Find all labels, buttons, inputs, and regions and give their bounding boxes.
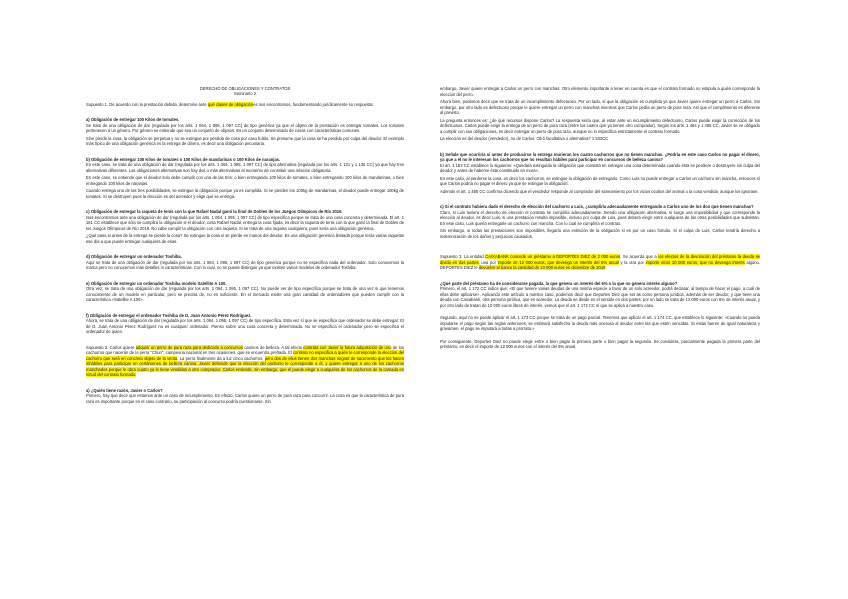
section-a-paragraph: Se trata de una obligación de dar (regulada por los arts. 1 064, 1 095, 1 097 CC) de tipo genérica ya que el objeto de la prestación es entregar tomates. Los tomates pertenecen a un género. Por género se entiende que sea un conjunto de objetos. Es un conjunto determinado de cosas con características comunes. — [86, 122, 404, 134]
paragraph: Por consiguiente, Deportes Diez no puede elegir entre o bien pagar la primera parte o bien pagar la segunda. Se considera, parcialmente pagada la primera parte del préstamo, es decir el importe de 12 000 euros con el interés del 6% anual. — [440, 338, 760, 349]
highlight: contrato no especifica a quién le corresponde la elección del cachorro que será en concreto objeto de la venta — [86, 350, 404, 361]
section-a-heading: a) Obligación de entregar 100 Kilos de tomates. — [86, 117, 180, 123]
highlight: adquirir un perro de pura raza para dedicarlo a concursos — [135, 344, 243, 350]
section-e-paragraph: Otra vez, se trata de una obligación de dar (regulada por los arts. 1 064, 1 095, 1 097 CC). No puede ver de tipo específica porque se trata de una vez si que tenemos conocimiento de un modelo en particular, pero se precisa de, no es suficiente. En el mercado existe una gran cantidad de ordenadores que pueden cumplir con la característica «Satellite A 100». — [86, 286, 404, 303]
highlight: CAIXABANK concede un préstamo a DEPORTES DIEZ de 2 000 euros — [485, 254, 621, 259]
document-subtitle: Seminario 2 — [233, 91, 257, 97]
paragraph: Además el art. 1 485 CC confirma diciendo que el vendedor responde al comprador del saneamiento por los vicios ocultos del animal o la cosa vendida, aunque los ignorase. — [440, 188, 759, 194]
supuesto-2-paragraph: Supuesto 2. Carlos quiere adquirir un perro de pura raza para dedicarlo a concursos caninos de belleza. A tal efecto contrata con Javier la futura adquisición de uno de los cachorros que nacerán de la perra "Churi", campeona nacional en tres ocasiones, que se encuentra preñada. El contrato no especifica a quién le corresponde la elección del cachorro que será en concreto objeto de la venta. La perra finalmente da a luz cinco cachorros, pero dos de ellos tienen dos manchas negras de nacimiento que los hacen inhábiles para participar en certámenes de belleza canina. Javier defiende que la elección del cachorro le corresponde a él, y quiere entregar a uno de los cachorros manchados porque le obra cuatro ya le tiene vendidos a otro comprador. Carlos entiende, sin embargo, que él puede elegir a cualquiera de los cachorros de la camada en virtud del contrato formado. — [86, 344, 405, 378]
paragraph: La elección es del deudor (vendedor), no de Carlos. Ob li facultativa o alternativa? 1 532CC — [440, 136, 609, 141]
question-c-heading: c) Si el contrato hubiera dado el derecho de elección del cachorro a Luis, ¿cumpliría adecuadamente entregando a Carlos uno de los dos que tienen manchas? — [440, 204, 754, 209]
question-b-heading: b) Señale que ocurriría si antes de producirse la entrega murieran los cuatro cachorros que no tienen manchas. ¿Podría en este caso Carlos no pagar el dinero, ya que a él no le interesan los cachorros que no resultan hábiles para participar en concursos de belleza canina? — [440, 151, 760, 162]
paragraph: embargo, Javier quiere entregar a Carlos un perro con manchas. Otro elemento importante a tener en cuenta es que el contrato formado no estipula a quién corresponde la elección del perro. — [440, 86, 760, 97]
highlight: devuelve al banco la cantidad de 10 000 euros en diciembre de 2019 — [478, 265, 606, 270]
paragraph: Segundo, aquí no se puede aplicar el art. 1 173 CC porque se trata de un pago parcial. Tenemos que aplicar el art. 1 174 CC, que establece lo siguiente: «Cuando no pueda imputarse el pago según las reglas anteriores, se estimará satisfecha la deuda más onerosa al deudor entre las que estén vencidas. Si éstas fueren de igual naturaleza y gravamen, el pago se imputará a todas a prorrata.» — [440, 315, 760, 331]
section-c-paragraph: Nos encontramos ante una obligación de dar (regulada por los arts. 1 064, 1 095, 1 097 CC) de tipo específica porque se trata de una cosa concreta y determinada. El art. 1 161 CC establece que sólo se cumplirá la obligación si el deudor, cosa Rafael Nadal, entrega la cosa fijada, es decir la raqueta de tenis con la que ganó la final de Dobles de los Juegos Olímpicos de Río 2016. No cabe cumplir la obligación con otra raqueta. Si se trata de una raqueta cualquiera, pues sería una obligación genérica. — [86, 214, 404, 231]
highlight: pero dos de ellos tienen dos manchas negras de nacimiento que los hacen inhábiles para participar en certámenes de belleza canina. Javier defiende que la elección del cachorro le corresponde a él, y quiere entregar a uno de los cachorros manchados porque le obra cuatro ya le tiene vendidos a otro comprador. Carlos entiende, sin embargo, que él puede elegir a cualquiera de los cachorros de la camada en virtud del contrato formado. — [86, 355, 405, 378]
paragraph: Ahora bien, podemos decir que se trata de un incumplimiento defectuoso. Por un lado, sí que la obligación es cumplida ya que Javier quiere entregar un perro a Carlos. Sin embargo, por otro lado es defectuoso porque le quiere entregar un perro con manchas mientras que Carlos pedía un perro de pura raza. Así que el cumplimiento es diferente al previsto. — [440, 99, 760, 115]
left-column — [86, 86, 404, 406]
section-c-heading: c) Obligación de entregar la raqueta de tenis con la que Rafael Nadal ganó la final de Dobles de los Juegos Olímpicos de Río 2016. — [86, 209, 343, 215]
paragraph: Sin embargo, si todas las prestaciones son imposibles, llegaría una extinción de la obligación si es por un caso fortuito. Si el culpa de Luis, Carlos tendría derecho a indemnización de los daños y perjuicios causados. — [440, 228, 760, 239]
section-b-paragraph: En este caso, se entiende que el deudor solo debe cumplir con una de las tres: o bien entregando 100 kilos de tomates, o bien entregando 100 kilos de mandarinas, o bien entregando 100 kilos de naranjas. — [86, 175, 404, 186]
section-f-heading: f) Obligación de entregar el ordenador Toshiba de D. Juan Antonio Pérez Rodríguez. — [86, 312, 252, 318]
supuesto-3-paragraph: Supuesto 3. La entidad CAIXABANK concede un préstamo a DEPORTES DIEZ de 2 000 euros. Se acuerda que a los efectos de la devolución del préstamo la deuda se divida en dos partes, una por importe de 12 000 euros, que devenga un interés del 6% anual y la otra por importe otros 10 000 euros, que no devenga interés alguno. DEPORTES DIEZ le devuelve al banco la cantidad de 10 000 euros en diciembre de 2019. — [440, 254, 760, 270]
document-title: DERECHO DE OBLIGACIONES Y CONTRATOS — [199, 86, 291, 91]
highlight: importe otros 10 000 euros, que no devenga interés — [645, 259, 745, 265]
section-d-heading: d) Obligación de entregar un ordenador Toshiba. — [86, 254, 182, 260]
highlight: contrata con Javier la futura adquisición de uno — [303, 344, 392, 350]
highlight: importe de 12 000 euros, que devenga un interés del 6% anual — [497, 259, 619, 265]
section-f-paragraph: Ahora, se trata de una obligación de dar (regulada por los arts. 1 064, 1 095, 1 097 CC) de tipo específica. Esta vez sí que se especifica que ordenador se debe entregar: El de D. Juan Antonio Pérez Rodríguez no es cualquier ordenador. Pienso sobre una cosa concreta y determinada. No se especifica el ordenador pero se especifica el ordenador de quien. — [86, 318, 404, 335]
question-a-heading: a) ¿Quién tiene razón, Javier o Carlos? — [86, 387, 163, 393]
section-b-paragraph: Cuando entrega una de las tres posibilidades, se extingue la obligación porque ya es cumplida. Si se pierden los 100kg de mandarinas, el deudor puede entregar 100kg de tomates. Si se destruyen pues la elección es del acreedor y elige qué se entrega. — [86, 188, 404, 199]
section-a-paragraph: Sine pierde la cosa, la obligación se perpetua y no se extingue por pérdida de cosa por caso fuítito. Se presume que la cosa se ha perdido por culpa del deudor. El exemplo más típico de una obligación genérica es la entrega de dinero, es decir una obligación pecuniaria. — [86, 135, 404, 147]
supuesto-1-intro: Supuesto 1. De acuerdo con la prestación debida, determine ante qué clases de obligaciónes nos encontramos, fundamentando jurídicamente su respuesta: — [86, 101, 374, 107]
question-a-paragraph: Primero, hay que decir que estamos ante un caso de incumplimiento. En efecto, Carlos quiere un perro de pura raza para concurrir. La cosa es que la característica de pura raza es importante porque en el caso contrario, su participación al concurso podría cuestionarse. Sin — [86, 393, 404, 404]
paragraph: La pregunta entonces es: ¿de qué recursos dispone Carlos? La respuesta sería que, al estar ante un incumplimiento defectuoso, Carlos puede exigir la corrección de los defectuosos. Carlos puede exigir la entrega de un perro de pura raza (entre los cuatro que ya tienen otro comprador). Según los arts. 1 484 y 1 485 CC, Javier se ve obligado a cumplir con sus obligaciones, es decir entregar un perro de pura raza, aunque no lo especifica estrictamente el contrato formado. — [440, 117, 760, 134]
highlight: los efectos de la devolución del préstamo la deuda se divida en dos partes — [440, 254, 760, 265]
right-page — [424, 0, 848, 599]
paragraph: Primero, el art. 1 172 CC indica que: «El que tuviere varias deudas de una misma especie a favor de un solo acreedor, podrá declarar, al tiempo de hacer el pago, a cuál de ellas debe aplicarse». Aplicando este artículo a nuestro caso, podemos decir que Deportes Diez que set as como persona jurídica, además de ser deudor, y que tiene una deuda con Caixabank, otra persona jurídica, que es acreedor. La deuda se divide en el sentido en dos partes: por un lado se trata de 12 000 euros con 6% de interés anual, y por otro lado de tratan de 10 000 euros libres de interés, vemos que el art. 1 172 CC sí que se aplica a nuestro caso. — [440, 286, 760, 308]
question-3-heading: ¿Qué parte del préstamo ha de considerarse pagada, la que genera un interés del 6% o la que no genera interés alguno? — [440, 280, 678, 286]
paragraph: En este caso, al perderse la cosa, es decir los cachorros, se extingue la obligación de entregarlo. Como Luis no puede entregar a Carlos un cachorro sin mancha, entonces sí que Carlos podría no pagar el dinero ya que se extingue la obligación. — [440, 175, 760, 186]
highlight: qué clases de obligación — [207, 101, 254, 107]
paragraph: El art. 1 183 CC establece lo siguiente: «Quedará extinguida la obligación que consista en entregar una cosa determinada cuando ésta se perdiere o destruyere sin culpa del deudor y antes de haberse éste constituido en mora». — [440, 162, 760, 173]
section-c-paragraph: ¿Qué pasa si antes de la entrega se pierde la cosa? Se extingue la cosa si se pierde en manos del deudor. Es una obligación genérica limitada porque tenía varias raquetas ese día a que puede entregar cualquiera de esas. — [86, 233, 404, 244]
paragraph: Claro, si Luis tuviera el derecho de elección el contrato se cumpliría adecuadamente. Siendo una obligación alternativa, si surge una imposibilidad y que corresponde la elección al deudor, es decir Luis, si una prestación resulta imposible, incluso por culpa de Luis, pues deberá elegir entre cualquiera de las otras posibilidades que subsistan. En este caso, Luis quería entregarle un cachorro con mancha. Con lo cual se cumpliría el contrato. — [440, 209, 760, 226]
section-e-heading: e) Obligación de entregar un ordenador Toshiba modelo Satellite A 100. — [86, 280, 227, 286]
right-column — [440, 86, 760, 352]
section-b-paragraph: En este caso, se trata de una obligación de dar (regulada por los arts. 1 064, 1 095, 1 097 CC) de tipo alternativa (regulada por los arts. 1 131 y 1 136 CC) ya que hay tres alternativas diferentes. Las obligaciones alternativas son hay dos o más alternativas al momento de constituir una relación obligatoria. — [86, 162, 404, 173]
section-d-paragraph: Aquí se trata de una obligación de dar (regulada por los arts. 1 064, 1 095, 1 097 CC) de tipo genérica porque no se especifica nada del ordenador. Solo conocemos la marca pero no conocemos más detalles ni características. Con lo cual, no se puede distinguir ya que existen varios modelos de ordenador Toshiba. — [86, 259, 404, 271]
section-b-heading: b) Obligación de entregar 100 Kilos de tomates o 100 Kilos de mandarinas o 100 Kilos de naranjas. — [86, 156, 281, 162]
